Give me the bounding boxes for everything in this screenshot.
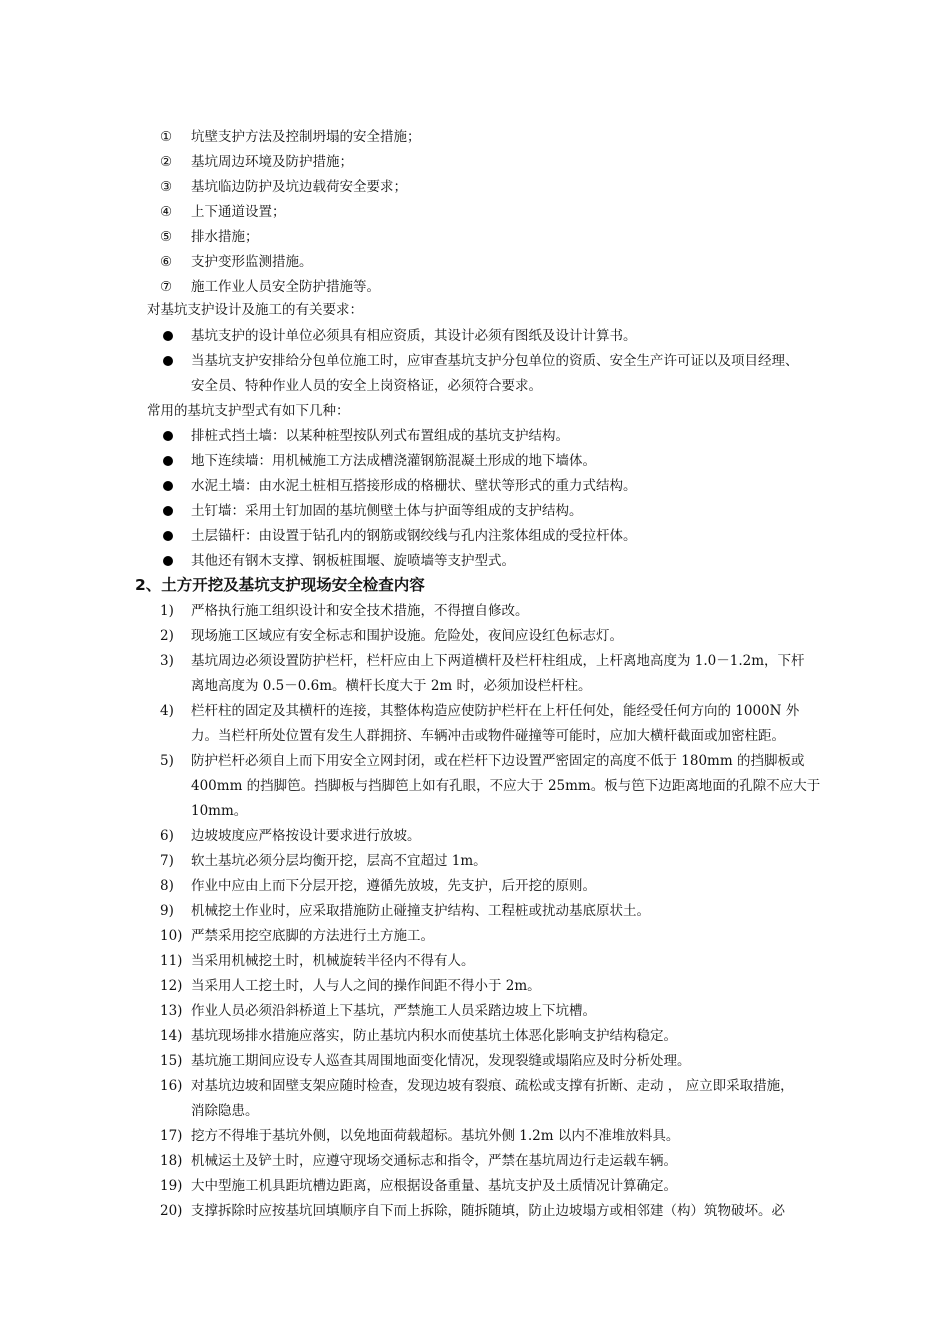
paragraph-types-intro: 常用的基坑支护型式有如下几种：: [147, 403, 350, 419]
circled-item-text: 坑壁支护方法及控制坍塌的安全措施；: [191, 129, 421, 145]
item-number: 5): [160, 753, 174, 769]
item-number: 14): [160, 1028, 183, 1044]
circled-item-text: 基坑临边防护及坑边载荷安全要求；: [191, 179, 407, 195]
circled-item-text: 支护变形监测措施。: [191, 254, 313, 270]
circled-marker: ⑦: [160, 279, 173, 295]
item-number: 8): [160, 878, 174, 894]
inspection-item-line: 10mm。: [191, 803, 248, 819]
circled-marker: ①: [160, 129, 173, 145]
item-number: 6): [160, 828, 174, 844]
item-number: 11): [160, 953, 183, 969]
section-heading: 2、土方开挖及基坑支护现场安全检查内容: [135, 576, 425, 594]
inspection-item-line: 大中型施工机具距坑槽边距离，应根据设备重量、基坑支护及土质情况计算确定。: [191, 1178, 677, 1194]
circled-item-text: 排水措施；: [191, 229, 259, 245]
inspection-item-line: 当采用机械挖土时，机械旋转半径内不得有人。: [191, 953, 475, 969]
type-item-text: 地下连续墙：用机械施工方法成槽浇灌钢筋混凝土形成的地下墙体。: [191, 453, 596, 469]
requirement-line: 安全员、特种作业人员的安全上岗资格证，必须符合要求。: [191, 378, 542, 394]
inspection-item-line: 机械运土及铲土时，应遵守现场交通标志和指令，严禁在基坑周边行走运载车辆。: [191, 1153, 677, 1169]
type-item-text: 排桩式挡土墙：以某种桩型按队列式布置组成的基坑支护结构。: [191, 428, 569, 444]
bullet-icon: [163, 331, 173, 341]
item-number: 18): [160, 1153, 183, 1169]
inspection-item-line: 离地高度为 0.5－0.6m。横杆长度大于 2m 时，必须加设栏杆柱。: [191, 678, 592, 694]
circled-marker: ④: [160, 204, 173, 220]
bullet-icon: [163, 431, 173, 441]
item-number: 2): [160, 628, 174, 644]
inspection-item-line: 机械挖土作业时，应采取措施防止碰撞支护结构、工程桩或扰动基底原状土。: [191, 903, 650, 919]
paragraph-requirements-intro: 对基坑支护设计及施工的有关要求：: [147, 302, 363, 318]
item-number: 12): [160, 978, 183, 994]
inspection-item-line: 力。当栏杆所处位置有发生人群拥挤、车辆冲击或物件碰撞等可能时，应加大横杆截面或加密柱距。: [191, 728, 785, 744]
inspection-item-line: 基坑施工期间应设专人巡查其周围地面变化情况，发现裂缝或塌陷应及时分析处理。: [191, 1053, 691, 1069]
circled-item-text: 施工作业人员安全防护措施等。: [191, 279, 380, 295]
inspection-item-line: 栏杆柱的固定及其横杆的连接，其整体构造应使防护栏杆在上杆任何处，能经受任何方向的 1000N 外: [191, 703, 800, 719]
circled-marker: ②: [160, 154, 173, 170]
inspection-item-line: 现场施工区域应有安全标志和围护设施。危险处，夜间应设红色标志灯。: [191, 628, 623, 644]
bullet-icon: [163, 456, 173, 466]
type-item-text: 其他还有钢木支撑、钢板桩围堰、旋喷墙等支护型式。: [191, 553, 515, 569]
bullet-icon: [163, 506, 173, 516]
circled-marker: ⑥: [160, 254, 173, 270]
inspection-item-line: 挖方不得堆于基坑外侧，以免地面荷载超标。基坑外侧 1.2m 以内不准堆放料具。: [191, 1128, 680, 1144]
inspection-item-line: 严禁采用挖空底脚的方法进行土方施工。: [191, 928, 434, 944]
inspection-item-line: 作业中应由上而下分层开挖，遵循先放坡，先支护，后开挖的原则。: [191, 878, 596, 894]
inspection-item-line: 基坑周边必须设置防护栏杆，栏杆应由上下两道横杆及栏杆柱组成，上杆离地高度为 1.0－1.2m，下杆: [191, 653, 805, 669]
item-number: 13): [160, 1003, 183, 1019]
item-number: 9): [160, 903, 174, 919]
inspection-item-line: 消除隐患。: [191, 1103, 259, 1119]
type-item-text: 土层锚杆：由设置于钻孔内的钢筋或钢绞线与孔内注浆体组成的受拉杆体。: [191, 528, 637, 544]
bullet-icon: [163, 356, 173, 366]
item-number: 4): [160, 703, 174, 719]
inspection-item-line: 软土基坑必须分层均衡开挖，层高不宜超过 1m。: [191, 853, 487, 869]
item-number: 19): [160, 1178, 183, 1194]
inspection-item-line: 当采用人工挖土时，人与人之间的操作间距不得小于 2m。: [191, 978, 541, 994]
item-number: 10): [160, 928, 183, 944]
item-number: 7): [160, 853, 174, 869]
requirement-line: 基坑支护的设计单位必须具有相应资质，其设计必须有图纸及设计计算书。: [191, 328, 637, 344]
type-item-text: 土钉墙：采用土钉加固的基坑侧壁土体与护面等组成的支护结构。: [191, 503, 583, 519]
inspection-item-line: 防护栏杆必须自上而下用安全立网封闭，或在栏杆下边设置严密固定的高度不低于 180mm 的挡脚板或: [191, 753, 805, 769]
type-item-text: 水泥土墙：由水泥土桩相互搭接形成的格栅状、壁状等形式的重力式结构。: [191, 478, 637, 494]
inspection-item-line: 严格执行施工组织设计和安全技术措施，不得擅自修改。: [191, 603, 529, 619]
inspection-item-line: 边坡坡度应严格按设计要求进行放坡。: [191, 828, 421, 844]
item-number: 16): [160, 1078, 183, 1094]
inspection-item-line: 对基坑边坡和固壁支架应随时检查，发现边坡有裂痕、疏松或支撑有折断、走动 ， 应立即采取措施，: [191, 1078, 794, 1094]
circled-marker: ⑤: [160, 229, 173, 245]
bullet-icon: [163, 531, 173, 541]
item-number: 3): [160, 653, 174, 669]
item-number: 1): [160, 603, 174, 619]
inspection-item-line: 400mm 的挡脚笆。挡脚板与挡脚笆上如有孔眼，不应大于 25mm。板与笆下边距离地面的孔隙不应大于: [191, 778, 821, 794]
inspection-item-line: 基坑现场排水措施应落实，防止基坑内积水而使基坑土体恶化影响支护结构稳定。: [191, 1028, 677, 1044]
inspection-item-line: 作业人员必须沿斜桥道上下基坑，严禁施工人员采踏边坡上下坑槽。: [191, 1003, 596, 1019]
bullet-icon: [163, 556, 173, 566]
requirement-line: 当基坑支护安排给分包单位施工时，应审查基坑支护分包单位的资质、安全生产许可证以及项目经理、: [191, 353, 799, 369]
item-number: 17): [160, 1128, 183, 1144]
inspection-item-line: 支撑拆除时应按基坑回填顺序自下而上拆除，随拆随填，防止边坡塌方或相邻建（构）筑物破坏。必: [191, 1203, 785, 1219]
circled-item-text: 基坑周边环境及防护措施；: [191, 154, 353, 170]
circled-item-text: 上下通道设置；: [191, 204, 286, 220]
circled-marker: ③: [160, 179, 173, 195]
bullet-icon: [163, 481, 173, 491]
item-number: 15): [160, 1053, 183, 1069]
item-number: 20): [160, 1203, 183, 1219]
